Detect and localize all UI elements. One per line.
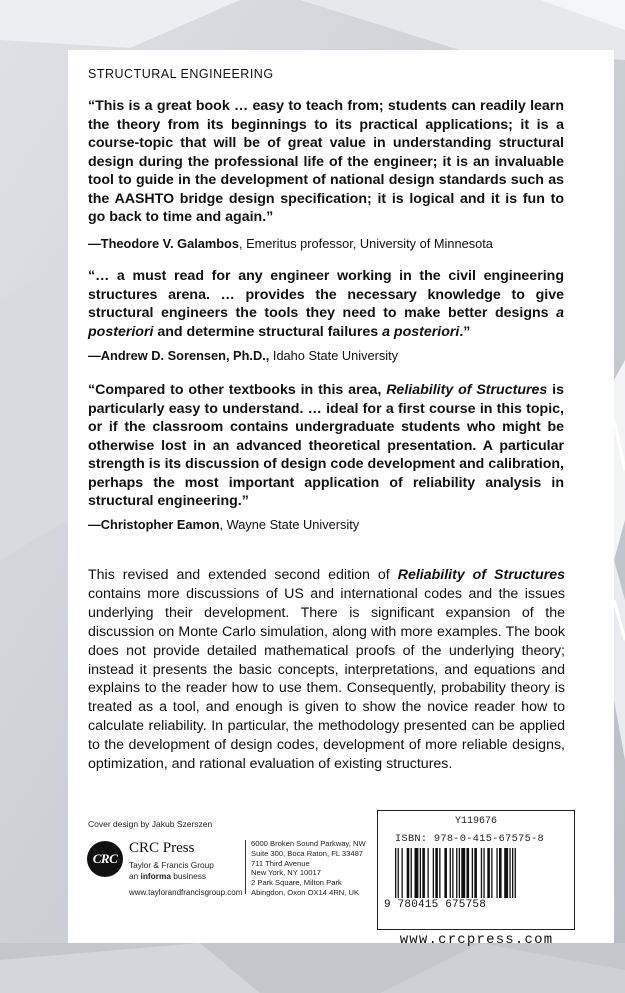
quote-italic: a posteriori xyxy=(382,323,460,340)
business-prefix: an xyxy=(129,871,141,881)
quote-italic: Reliability of Structures xyxy=(386,382,548,398)
quote-galambos: “This is a great book … easy to teach from; students can readily learn the theory from its beginnings to its practical applications; it is a course-topic that will be of great value in understanding structural design during the professional life of the engineer; it is an invaluable tool to guide in the development of national design standards such as the AASHTO bridge design specification; it is logical and it is fun to go back to time and again.” xyxy=(88,98,564,225)
author-affiliation: , Emeritus professor, University of Minnesota xyxy=(239,236,493,251)
publisher-name: CRC Press xyxy=(129,840,195,856)
back-cover-panel xyxy=(68,50,614,948)
attribution-galambos xyxy=(88,236,588,252)
address-line: 2 Park Square, Milton Park xyxy=(251,878,342,888)
publisher-addresses xyxy=(251,839,381,898)
business-bold: informa xyxy=(140,871,171,881)
quote-text: “Compared to other textbooks in this area, xyxy=(88,382,387,398)
quote-text: .” xyxy=(459,323,471,340)
author-name: —Christopher Eamon xyxy=(88,517,220,532)
attribution-sorensen xyxy=(88,348,588,364)
address-line: 711 Third Avenue xyxy=(251,858,310,868)
author-name: —Theodore V. Galambos xyxy=(88,236,239,251)
isbn-barcode-box xyxy=(377,810,575,930)
quote-text: is particularly easy to understand. … ideal for a first course in this topic, or if the classroom contains undergraduate students who might be otherwise lost in an advanced theoretical presentation. A particular strength is its discussion of design code development and calibration, perhaps the most important application of reliability analysis in structural engineering.” xyxy=(88,382,564,509)
publisher-website[interactable]: www.taylorandfrancisgroup.com xyxy=(129,888,243,897)
quote-sorensen xyxy=(88,267,564,341)
book-title: Reliability of Structures xyxy=(397,567,565,583)
address-line: Suite 300, Boca Raton, FL 33487 xyxy=(251,848,364,858)
barcode-digits: 9 780415 675758 xyxy=(384,899,487,911)
cover-design-credit: Cover design by Jakub Szerszen xyxy=(88,819,213,829)
category-label: STRUCTURAL ENGINEERING xyxy=(88,67,274,81)
author-affiliation: , Wayne State University xyxy=(219,517,360,532)
description-text: contains more discussions of US and international codes and the issues underlying their development. There is significant expansion of the discussion on Monte Carlo simulation, along with more examples. The book does not provide detailed mathematical proofs of the underlying theory; instead it presents the basic concepts, interpretations, and equations and explains to the reader how to use them. Consequently, probability theory is treated as a tool, and enough is given to show the novice reader how to calculate reliability. In particular, the methodology presented can be applied to the development of design codes, development of more reliable designs, optimization, and rational evaluation of existing structures. xyxy=(88,585,565,773)
quote-italic: a posteriori xyxy=(88,305,564,340)
crcpress-url[interactable]: www.crcpress.com xyxy=(399,932,554,948)
logo-text: CRC xyxy=(92,851,118,866)
publisher-business xyxy=(129,871,206,881)
address-line: New York, NY 10017 xyxy=(251,868,321,878)
quote-text: “… a must read for any engineer working in the civil engineering structures arena. … provides the necessary knowledge to give structural engineers the tools they need to make better designs xyxy=(88,268,564,321)
product-code: Y119676 xyxy=(454,816,497,827)
book-description xyxy=(88,566,565,774)
attribution-eamon xyxy=(88,517,588,533)
address-line: 6000 Broken Sound Parkway, NW xyxy=(251,839,366,848)
divider xyxy=(245,840,246,894)
quote-text: and determine structural failures xyxy=(153,323,383,340)
author-affiliation: Idaho State University xyxy=(269,348,399,363)
business-suffix: business xyxy=(170,871,207,881)
crc-logo-icon xyxy=(87,841,123,877)
barcode-graphic xyxy=(395,848,560,900)
publisher-group: Taylor & Francis Group xyxy=(129,860,214,870)
isbn-number: ISBN: 978-0-415-67575-8 xyxy=(395,833,545,845)
quote-eamon xyxy=(88,381,564,511)
author-name: —Andrew D. Sorensen, Ph.D., xyxy=(88,348,270,363)
description-text: This revised and extended second edition of xyxy=(88,567,398,583)
address-line: Abingdon, Oxon OX14 4RN, UK xyxy=(251,887,360,897)
